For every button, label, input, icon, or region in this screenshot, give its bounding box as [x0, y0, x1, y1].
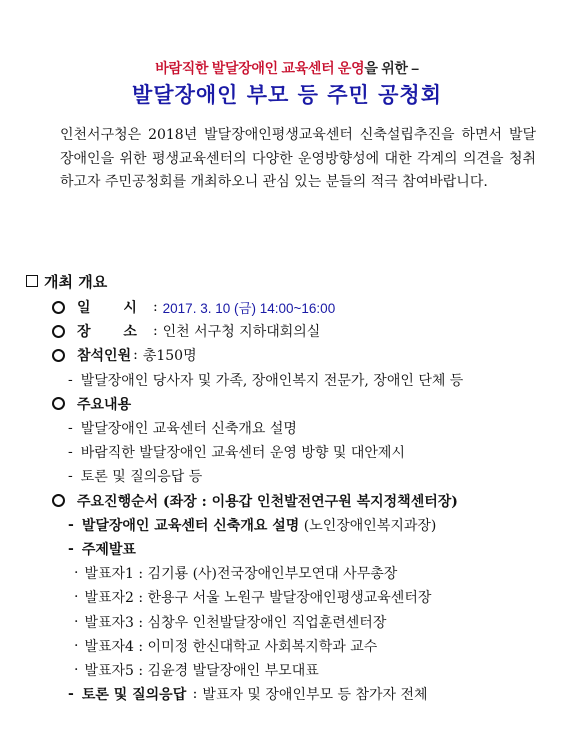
content-row	[26, 392, 546, 416]
attendees-detail-row: - 발달장애인 당사자 및 가족, 장애인복지 전문가, 장애인 단체 등	[68, 371, 464, 389]
content-item-1: 발달장애인 교육센터 신축개요 설명	[80, 421, 297, 438]
title-block	[0, 58, 574, 109]
presenter-3: 발표자3 : 심창우 인천발달장애인 직업훈련센터장	[84, 614, 387, 631]
circle-bullet-icon	[52, 349, 65, 362]
subtitle-highlight: 바람직한 발달장애인 교육센터 운영	[155, 60, 365, 76]
presenter-2: 발표자2 : 한용구 서울 노원구 발달장애인평생교육센터장	[84, 590, 432, 607]
subtitle-rest: 을 위한 –	[364, 60, 419, 76]
section-heading	[26, 270, 546, 292]
circle-bullet-icon	[52, 494, 65, 507]
overview-bold: 발달장애인 교육센터 신축개요 설명	[81, 517, 300, 534]
presenter-4: 발표자4 : 이미정 한신대학교 사회복지학과 교수	[84, 638, 378, 655]
attendees-detail: 발달장애인 당사자 및 가족, 장애인복지 전문가, 장애인 단체 등	[80, 372, 464, 389]
content-label: 주요내용	[77, 396, 132, 413]
discussion-bold: 토론 및 질의응답	[81, 687, 187, 704]
section-heading-text: 개최 개요	[44, 272, 108, 291]
circle-bullet-icon	[52, 301, 65, 314]
topic-row: - 주제발표	[68, 540, 136, 558]
place-value: 인천 서구청 지하대회의실	[162, 324, 321, 341]
discussion-rest: 발표자 및 장애인부모 등 참가자 전체	[202, 687, 428, 704]
presenter-5: 발표자5 : 김윤경 발달장애인 부모대표	[84, 662, 319, 679]
list-item: - 바람직한 발달장애인 교육센터 운영 방향 및 대안제시	[68, 444, 405, 462]
list-item: · 발표자5 : 김윤경 발달장애인 부모대표	[74, 661, 319, 679]
date-row: 일 시 : 2017. 3. 10 (금) 14:00~16:00	[26, 295, 546, 319]
list-item: · 발표자3 : 심창우 인천발달장애인 직업훈련센터장	[74, 613, 387, 631]
list-item: · 발표자2 : 한용구 서울 노원구 발달장애인평생교육센터장	[74, 589, 432, 607]
overview-section	[26, 270, 546, 706]
checkbox-square-icon	[26, 275, 38, 287]
subtitle	[0, 58, 574, 78]
list-item: - 토론 및 질의응답 등	[68, 468, 203, 486]
overview-rest: (노인장애인복지과장)	[303, 517, 437, 534]
circle-bullet-icon	[52, 325, 65, 338]
overview-row: - 발달장애인 교육센터 신축개요 설명 (노인장애인복지과장)	[68, 516, 437, 534]
place-row: 장 소 : 인천 서구청 지하대회의실	[26, 319, 546, 343]
page-title: 발달장애인 부모 등 주민 공청회	[132, 82, 442, 107]
content-item-2: 바람직한 발달장애인 교육센터 운영 방향 및 대안제시	[80, 445, 405, 462]
date-value: 2017. 3. 10 (금) 14:00~16:00	[162, 301, 336, 317]
presenter-1: 발표자1 : 김기룡 (사)전국장애인부모연대 사무총장	[84, 566, 398, 583]
attendees-value: 총150명	[142, 348, 197, 365]
order-row	[26, 489, 546, 513]
order-label: 주요진행순서 (좌장 : 이용갑 인천발전연구원 복지정책센터장)	[77, 493, 458, 510]
intro-paragraph: 인천서구청은 2018년 발달장애인평생교육센터 신축설립추진을 하면서 발달장애인을 위한 평생교육센터의 다양한 운영방향성에 대한 각계의 의견을 청취하고자 주민공청회를 개최하오니 관심 있는 분들의 적극 참여바랍니다.	[60, 127, 536, 190]
place-label: 장 소	[77, 324, 151, 341]
list-item: - 발달장애인 교육센터 신축개요 설명	[68, 420, 297, 438]
attendees-label: 참석인원	[77, 348, 132, 365]
attendees-row: 참석인원 : 총150명	[26, 343, 546, 367]
content-item-3: 토론 및 질의응답 등	[80, 469, 203, 486]
topic-label: 주제발표	[81, 541, 136, 558]
date-label: 일 시	[77, 300, 151, 317]
list-item: · 발표자1 : 김기룡 (사)전국장애인부모연대 사무총장	[74, 565, 398, 583]
discussion-row: - 토론 및 질의응답 : 발표자 및 장애인부모 등 참가자 전체	[68, 686, 428, 704]
list-item: · 발표자4 : 이미정 한신대학교 사회복지학과 교수	[74, 637, 378, 655]
circle-bullet-icon	[52, 397, 65, 410]
